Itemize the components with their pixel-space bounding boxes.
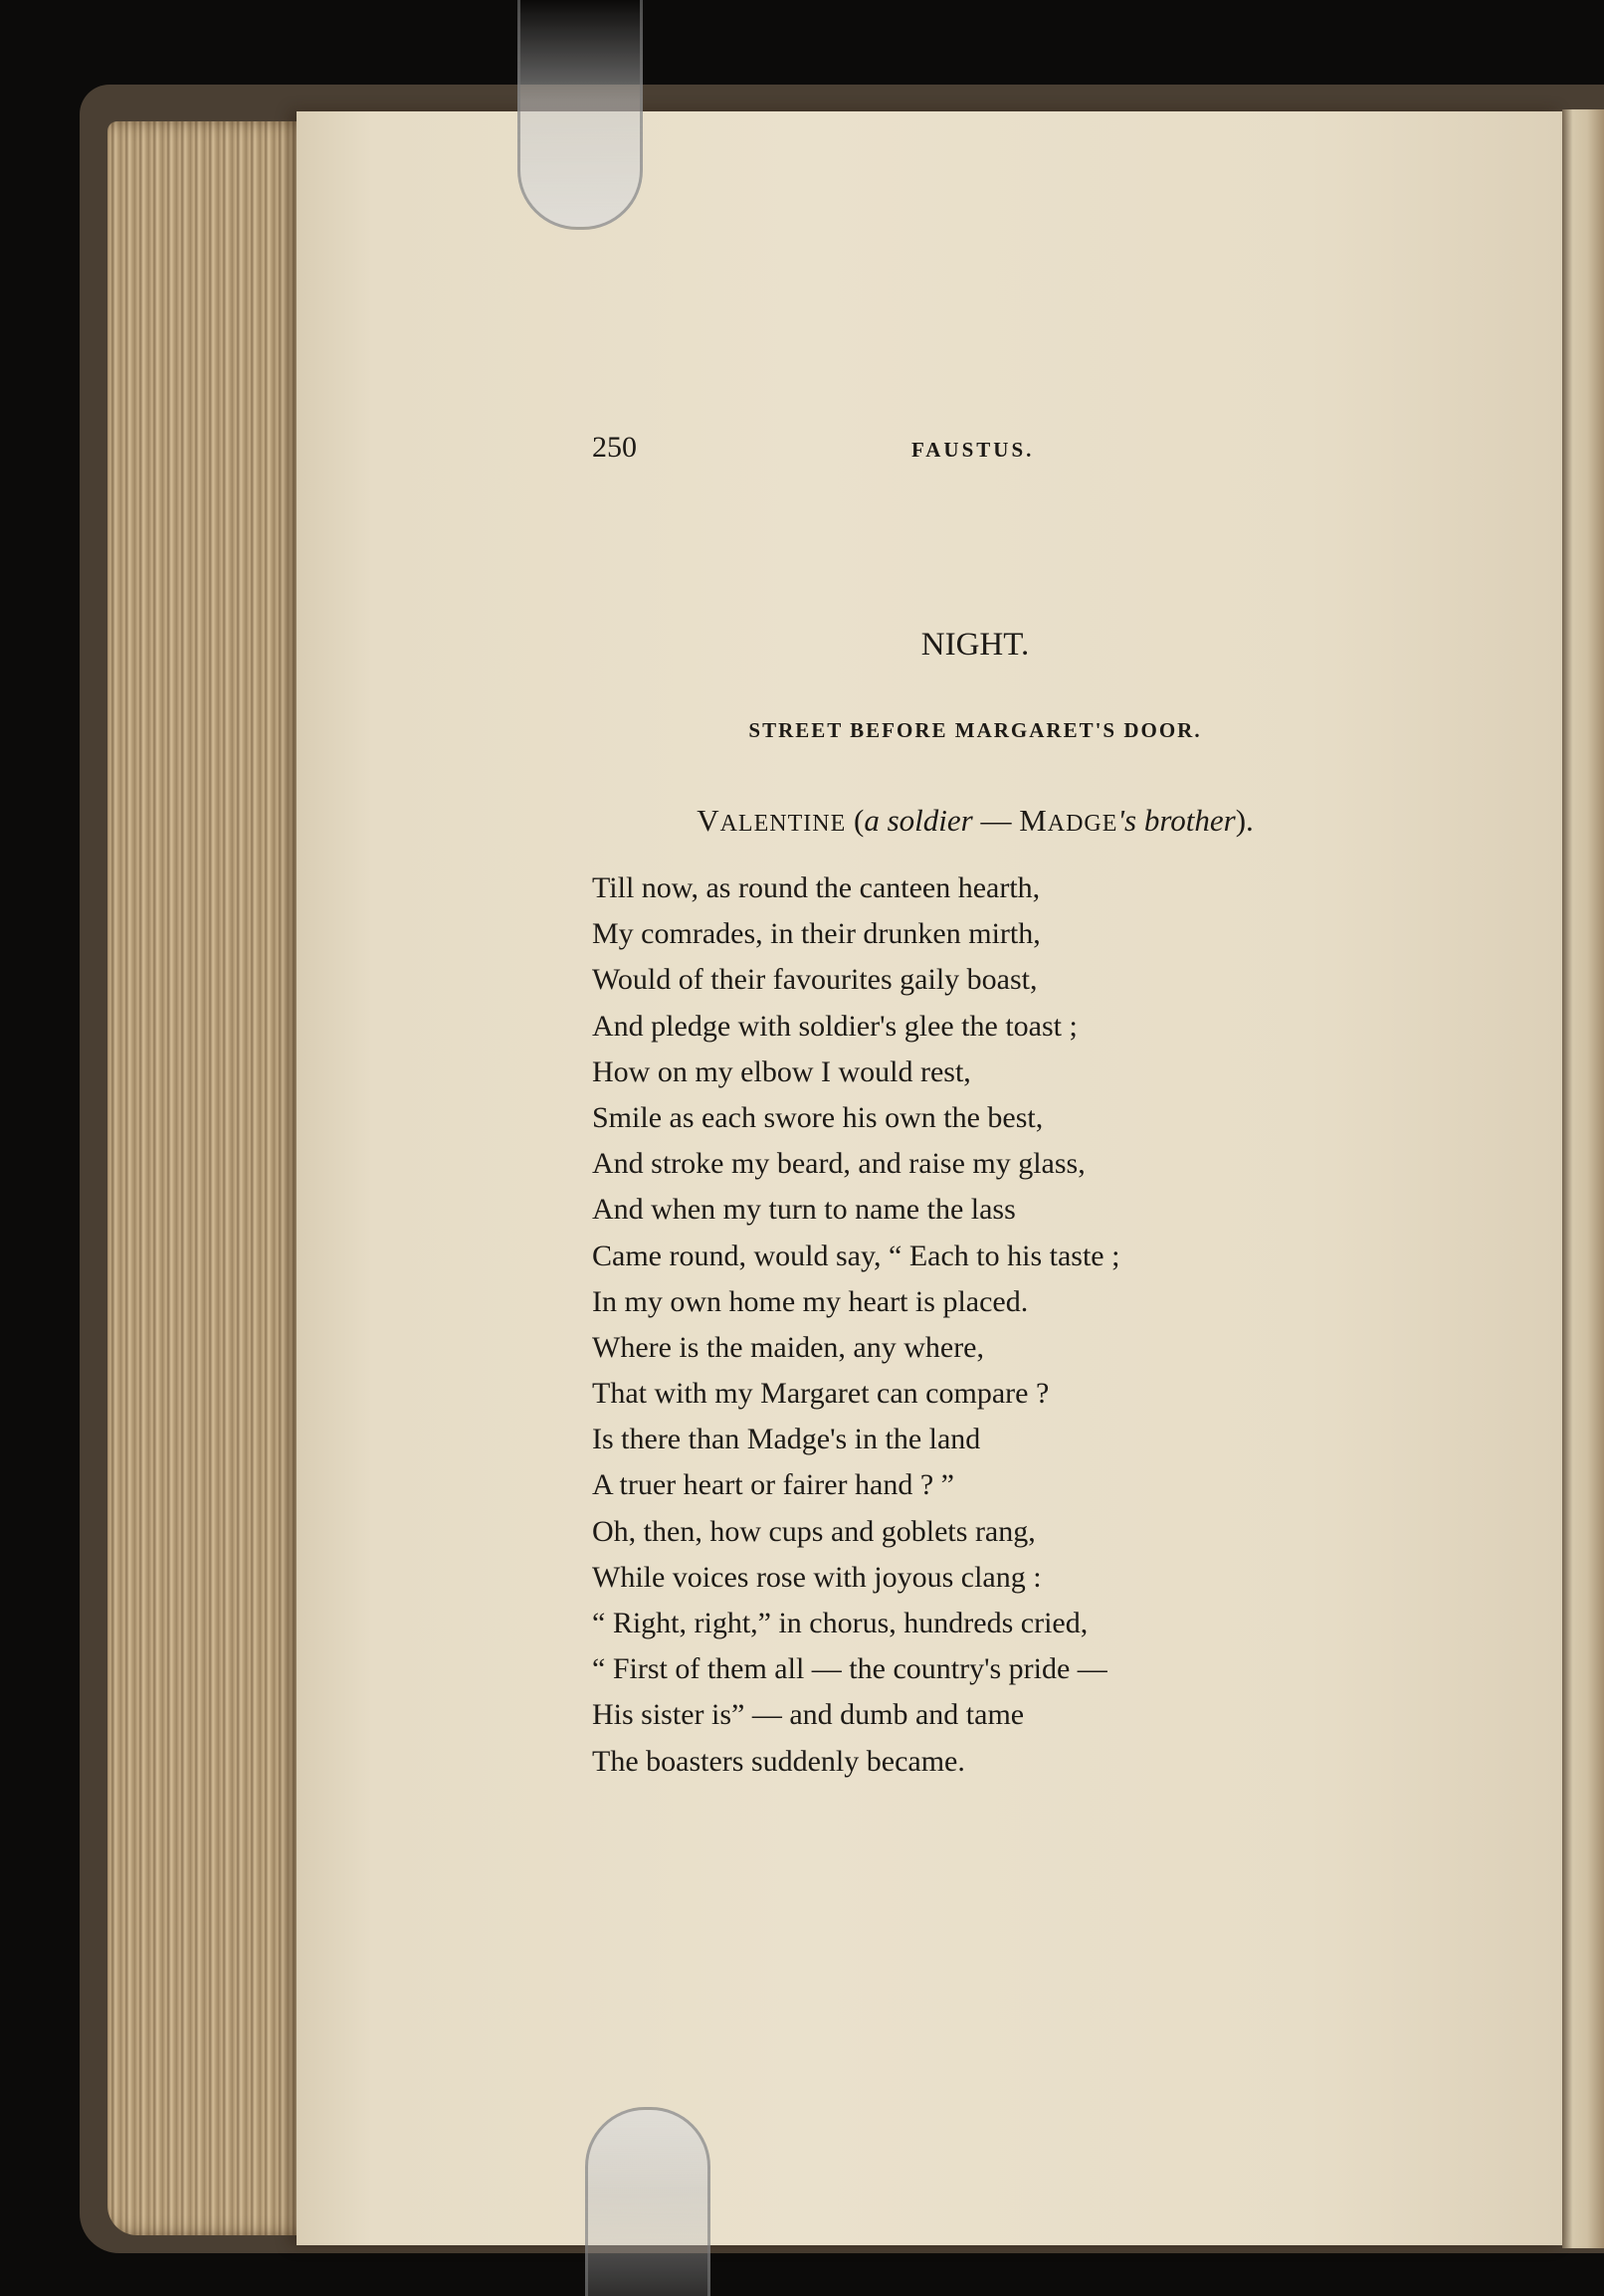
speaker-close-paren: ). [1235, 803, 1254, 838]
verse [592, 865, 1119, 1785]
page-number: 250 [592, 431, 637, 464]
speaker-relation: 's brother [1117, 803, 1236, 838]
verse-line: “ Right, right,” in chorus, hundreds cried, [592, 1607, 1089, 1639]
verse-line: The boasters suddenly became. [592, 1744, 965, 1778]
verse-line: Where is the maiden, any where, [592, 1330, 984, 1364]
speaker-description: a soldier [864, 803, 973, 838]
speaker-heading [0, 803, 1604, 839]
verse-line: Is there than Madge's in the land [592, 1423, 981, 1456]
scene-title: NIGHT. [920, 627, 1030, 663]
scene-setting: STREET BEFORE MARGARET'S DOOR. [748, 718, 1202, 742]
running-head: FAUSTUS. [911, 438, 1035, 462]
verse-line: That with my Margaret can compare ? [592, 1377, 1050, 1411]
verse-line: And stroke my beard, and raise my glass, [592, 1147, 1086, 1181]
page-clip-top [517, 0, 643, 230]
verse-line: “ First of them all — the country's pride — [592, 1652, 1107, 1686]
verse-line: A truer heart or fairer hand ? ” [592, 1468, 954, 1502]
speaker-dash: — [972, 803, 1020, 838]
page-clip-bottom [585, 2107, 710, 2296]
verse-line: Would of their favourites gaily boast, [592, 963, 1038, 997]
verse-line: My comrades, in their drunken mirth, [592, 917, 1041, 951]
madge-name [1019, 803, 1117, 838]
verse-line: Smile as each swore his own the best, [592, 1100, 1044, 1134]
verse-line: How on my elbow I would rest, [592, 1054, 971, 1088]
verse-line: Oh, then, how cups and goblets rang, [592, 1514, 1036, 1548]
verse-line: Came round, would say, “ Each to his taste ; [592, 1239, 1120, 1272]
madge-name-initial: M [1019, 803, 1048, 838]
madge-name-rest: ADGE [1047, 811, 1118, 837]
verse-line: And when my turn to name the lass [592, 1193, 1016, 1227]
speaker-open-paren: ( [846, 803, 865, 838]
verse-line: And pledge with soldier's glee the toast ; [592, 1009, 1078, 1043]
verse-line: His sister is” — and dumb and tame [592, 1698, 1025, 1732]
verse-line: Till now, as round the canteen hearth, [592, 871, 1041, 904]
speaker-name-rest: ALENTINE [719, 811, 847, 837]
speaker-name [697, 803, 846, 838]
verse-line: While voices rose with joyous clang : [592, 1560, 1042, 1594]
speaker-name-initial: V [697, 803, 720, 838]
verse-line: In my own home my heart is placed. [592, 1284, 1029, 1318]
